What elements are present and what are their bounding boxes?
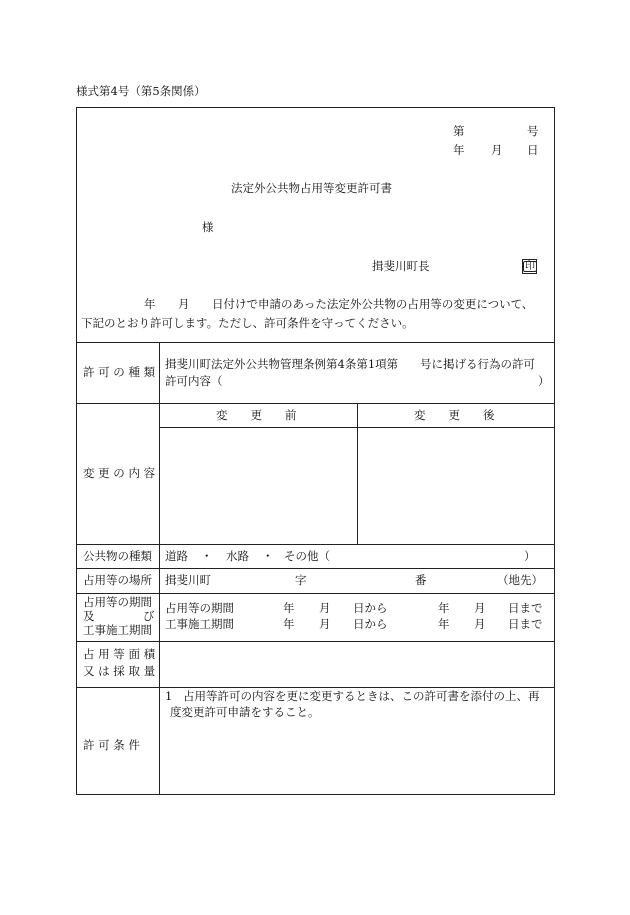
change-label: 変 更 の 内 容 [83,466,156,480]
period-label-line3: 工事施工期間 [83,623,152,637]
change-before-cell [160,428,356,543]
document-title: 法定外公共物占用等変更許可書 [231,181,392,195]
permit-type-text-a: 揖斐川町法定外公共物管理条例第4条第1項第 [165,357,399,371]
property-separator-2: ・ [262,549,274,563]
construction-period-until: 日まで [508,617,543,631]
occupancy-period-from: 日から [353,601,388,615]
location-ban: 番 [415,573,427,587]
form-number: 様式第4号（第5条関係） [76,84,206,98]
intro-line1: 日付けで申請のあった法定外公共物の占用等の変更について、 [212,297,534,311]
intro-line2: 下記のとおり許可します。ただし、許可条件を守ってください。 [81,316,414,330]
condition-item-line2: 度変更許可申請をすること。 [170,705,320,719]
period-label-and: 及 [83,609,95,623]
issuer-name: 揖斐川町長 [372,259,430,273]
property-option-close: ） [524,549,536,563]
occupancy-period-year2: 年 [438,601,450,615]
date-day: 日 [527,143,539,157]
number-suffix: 号 [527,124,539,138]
change-after-header: 変 更 後 [414,408,495,422]
occupancy-period-month1: 月 [319,601,331,615]
intro-month: 月 [178,297,190,311]
area-label-line2: 又 は 採 取 量 [83,664,156,678]
area-value-cell [160,642,554,686]
construction-period-name: 工事施工期間 [165,617,234,631]
rule-area-bottom [76,687,555,688]
property-type-label: 公共物の種類 [83,549,152,563]
change-before-header: 変 更 前 [216,408,297,422]
permit-content-close: ） [538,374,550,388]
period-label-line1: 占用等の期間 [83,595,152,609]
property-option-road: 道路 [165,549,188,563]
date-year: 年 [453,143,465,157]
area-label-line1: 占 用 等 面 積 [83,647,156,661]
seal-mark: 印 [522,259,537,274]
construction-period-month1: 月 [319,617,331,631]
permit-type-text-b: 号に掲げる行為の許可 [420,357,535,371]
conditions-label: 許 可 条 件 [83,738,140,752]
rule-type-bottom [76,403,555,404]
occupancy-period-name: 占用等の期間 [165,601,234,615]
rule-location-bottom [76,593,555,594]
period-label-bi: び [143,609,155,623]
property-option-other: その他（ [284,549,330,563]
construction-period-year2: 年 [438,617,450,631]
occupancy-period-until: 日まで [508,601,543,615]
permit-type-label: 許 可 の 種 類 [83,365,156,379]
occupancy-period-month2: 月 [474,601,486,615]
location-chisaki: （地先） [497,573,543,587]
rule-label-column [159,342,160,795]
construction-period-year1: 年 [283,617,295,631]
location-aza: 字 [295,573,307,587]
rule-change-bottom [76,544,555,545]
location-town: 揖斐川町 [165,573,211,587]
condition-item-number: 1 [165,689,173,703]
number-prefix: 第 [453,124,465,138]
property-option-waterway: 水路 [226,549,249,563]
condition-item-line1: 占用等許可の内容を更に変更するときは、この許可書を添付の上、再 [183,689,540,703]
intro-year: 年 [144,297,156,311]
rule-header-bottom [76,342,555,343]
occupancy-period-year1: 年 [283,601,295,615]
location-label: 占用等の場所 [83,573,152,587]
rule-property-bottom [76,568,555,569]
construction-period-month2: 月 [474,617,486,631]
date-month: 月 [491,143,503,157]
permit-content-open: 許可内容（ [165,374,223,388]
addressee-suffix: 様 [202,220,214,234]
change-after-cell [358,428,554,543]
construction-period-from: 日から [353,617,388,631]
property-separator-1: ・ [201,549,213,563]
